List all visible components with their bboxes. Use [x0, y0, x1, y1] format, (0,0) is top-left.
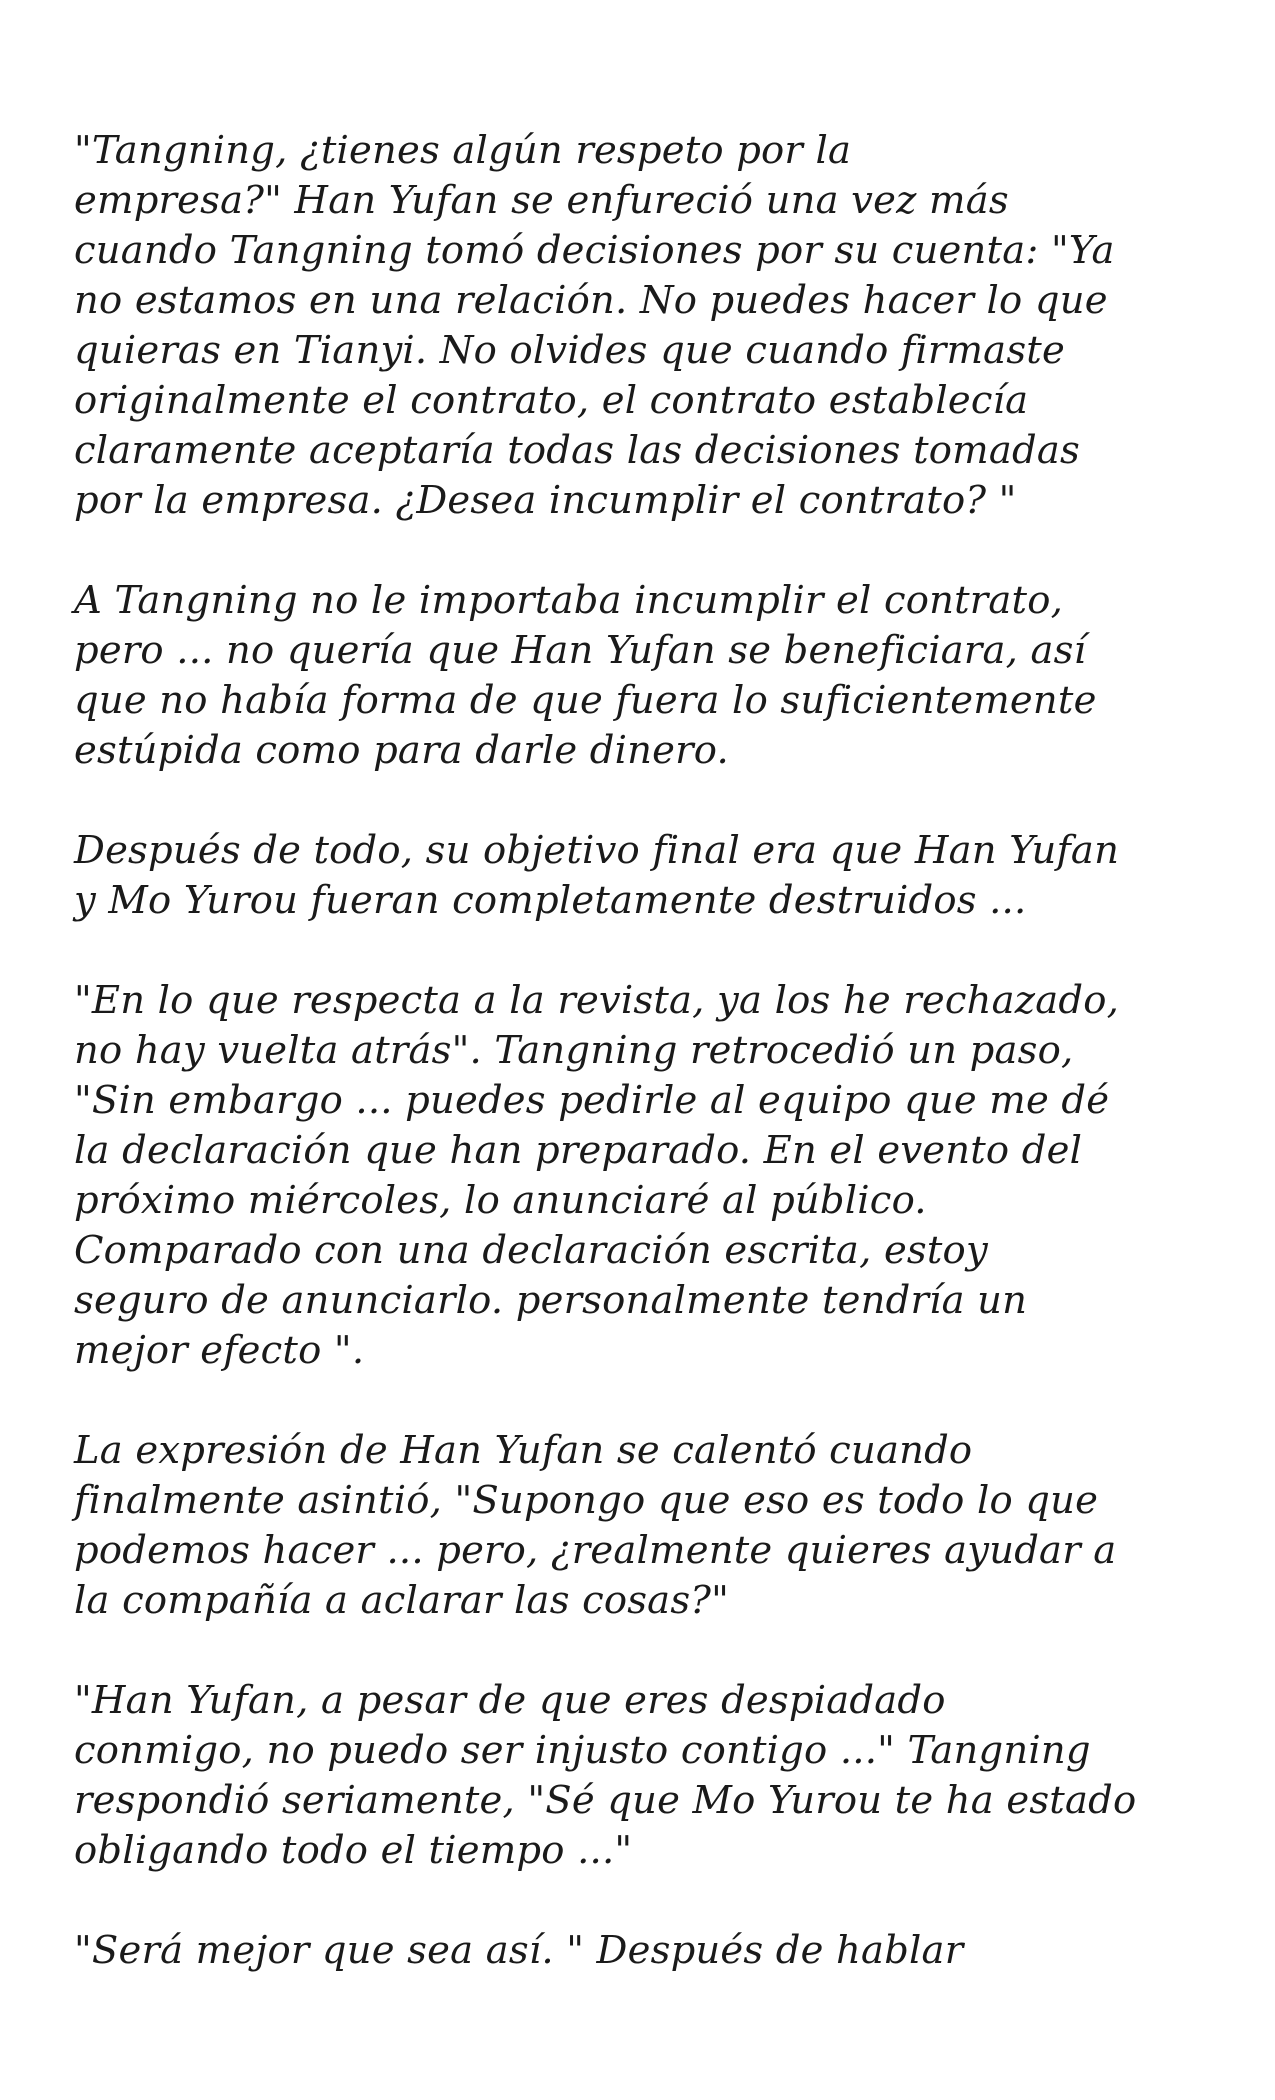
- text-line: que no había forma de que fuera lo suficientemente: [74, 678, 1097, 723]
- paragraph-6: [74, 1676, 1234, 1876]
- text-line: por la empresa. ¿Desea incumplir el contrato? ": [74, 478, 1017, 523]
- paragraph-1: [74, 126, 1234, 526]
- text-line: y Mo Yurou fueran completamente destruidos ...: [74, 878, 1027, 923]
- text-line: estúpida como para darle dinero.: [74, 728, 729, 773]
- text-line: claramente aceptaría todas las decisiones tomadas: [74, 428, 1080, 473]
- text-line: cuando Tangning tomó decisiones por su cuenta: "Ya: [74, 228, 1115, 273]
- text-line: obligando todo el tiempo ...": [74, 1828, 633, 1873]
- text-line: mejor efecto ".: [74, 1328, 365, 1373]
- paragraph-5: [74, 1426, 1234, 1626]
- text-line: respondió seriamente, "Sé que Mo Yurou te ha estado: [74, 1778, 1137, 1823]
- text-line: Comparado con una declaración escrita, estoy: [74, 1228, 988, 1273]
- text-line: Después de todo, su objetivo final era que Han Yufan: [74, 828, 1120, 873]
- text-line: La expresión de Han Yufan se calentó cuando: [74, 1428, 973, 1473]
- text-line: no estamos en una relación. No puedes hacer lo que: [74, 278, 1108, 323]
- text-line: próximo miércoles, lo anunciaré al público.: [74, 1178, 927, 1223]
- text-line: "Sin embargo ... puedes pedirle al equipo que me dé: [74, 1078, 1110, 1123]
- text-line: pero ... no quería que Han Yufan se beneficiara, así: [74, 628, 1087, 673]
- text-line: quieras en Tianyi. No olvides que cuando firmaste: [74, 328, 1065, 373]
- paragraph-3: [74, 826, 1234, 926]
- text-line: podemos hacer ... pero, ¿realmente quieres ayudar a: [74, 1528, 1117, 1573]
- text-line: "Han Yufan, a pesar de que eres despiadado: [74, 1678, 946, 1723]
- text-line: "Tangning, ¿tienes algún respeto por la: [74, 128, 852, 173]
- text-line: A Tangning no le importaba incumplir el contrato,: [74, 578, 1064, 623]
- text-line: no hay vuelta atrás". Tangning retrocedió un paso,: [74, 1028, 1074, 1073]
- text-line: la compañía a aclarar las cosas?": [74, 1578, 730, 1623]
- text-line: "Será mejor que sea así. " Después de hablar: [74, 1928, 964, 1973]
- text-line: finalmente asintió, "Supongo que eso es todo lo que: [74, 1478, 1099, 1523]
- text-line: originalmente el contrato, el contrato establecía: [74, 378, 1029, 423]
- text-line: seguro de anunciarlo. personalmente tendría un: [74, 1278, 1028, 1323]
- text-line: "En lo que respecta a la revista, ya los he rechazado,: [74, 978, 1120, 1023]
- text-line: conmigo, no puedo ser injusto contigo ..." Tangning: [74, 1728, 1091, 1773]
- story-text: [74, 126, 1234, 1976]
- paragraph-7: [74, 1926, 1234, 1976]
- paragraph-2: [74, 576, 1234, 776]
- text-line: la declaración que han preparado. En el evento del: [74, 1128, 1083, 1173]
- text-line: empresa?" Han Yufan se enfureció una vez más: [74, 178, 1009, 223]
- paragraph-4: [74, 976, 1234, 1376]
